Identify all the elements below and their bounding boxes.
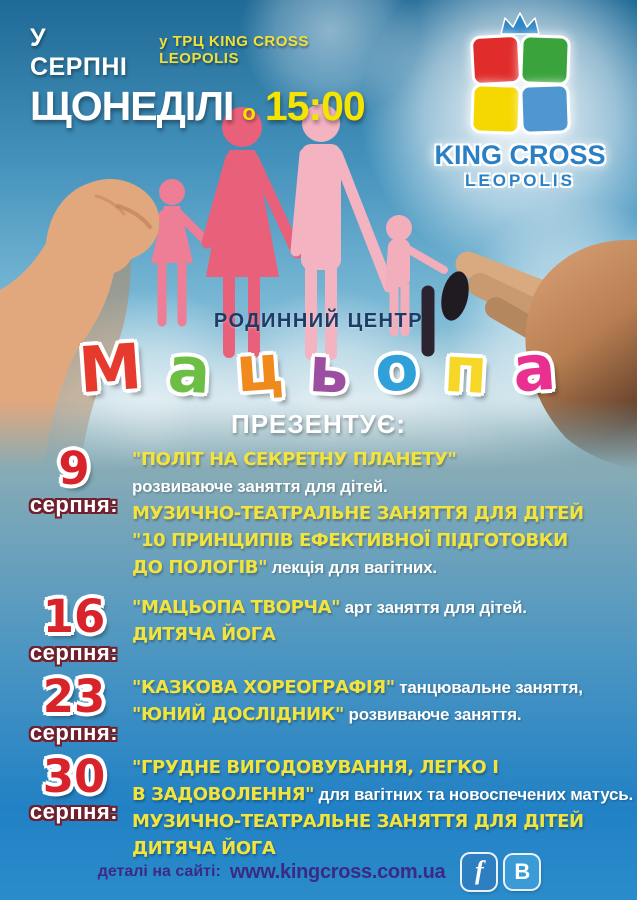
vk-icon[interactable]: B xyxy=(505,855,539,889)
event-title: ДИТЯЧА ЙОГА xyxy=(132,837,276,859)
day-number: 16 xyxy=(42,590,106,643)
brand-city: LEOPOLIS xyxy=(465,171,575,190)
footer-label: деталі на сайті: xyxy=(97,863,221,880)
logo-square-red xyxy=(473,37,519,83)
event-desc: арт заняття для дітей. xyxy=(340,598,527,617)
logo-squares-icon xyxy=(474,38,566,130)
event-title: "КАЗКОВА ХОРЕОГРАФІЯ" xyxy=(132,676,395,698)
events-schedule xyxy=(18,442,634,875)
event-details xyxy=(130,754,633,863)
logo-letter: ц xyxy=(233,330,288,407)
event-title: "10 ПРИНЦИПІВ ЕФЕКТИВНОЇ ПІДГОТОВКИ xyxy=(132,530,568,551)
website-link[interactable]: www.kingcross.com.ua xyxy=(229,860,446,883)
event-title: В ЗАДОВОЛЕННЯ" xyxy=(132,783,315,805)
center-titles xyxy=(0,310,637,440)
presents-label: ПРЕЗЕНТУЄ: xyxy=(231,409,406,439)
event-details xyxy=(130,594,629,666)
event-title: МУЗИЧНО-ТЕАТРАЛЬНЕ ЗАНЯТТЯ ДЛЯ ДІТЕЙ xyxy=(132,810,584,832)
day-number: 9 xyxy=(58,442,90,495)
logo-square-green xyxy=(522,37,567,82)
logo-letter: п xyxy=(441,332,492,409)
logo-letter: а xyxy=(165,332,215,409)
event-date xyxy=(18,442,130,582)
month-label: серпня: xyxy=(29,491,119,517)
brand-name: KING CROSS xyxy=(434,140,606,170)
event-details xyxy=(130,674,629,746)
crown-icon xyxy=(498,12,542,36)
at-text: о xyxy=(242,100,256,125)
event-aug-23 xyxy=(18,669,629,746)
event-title: "ПОЛІТ НА СЕКРЕТНУ ПЛАНЕТУ" xyxy=(132,449,457,470)
event-desc: розвиваюче заняття. xyxy=(344,704,522,724)
event-title: "МАЦЬОПА ТВОРЧА" xyxy=(132,597,341,618)
month-text: У СЕРПНІ xyxy=(30,24,128,81)
month-label: серпня: xyxy=(29,639,119,665)
event-title: МУЗИЧНО-ТЕАТРАЛЬНЕ ЗАНЯТТЯ ДЛЯ ДІТЕЙ xyxy=(132,503,584,524)
event-desc: розвиваюче заняття для дітей. xyxy=(132,477,388,496)
event-title: "ЮНИЙ ДОСЛІДНИК" xyxy=(132,703,345,725)
event-date xyxy=(18,749,130,863)
facebook-icon[interactable]: f xyxy=(462,854,496,890)
event-aug-16 xyxy=(18,590,629,666)
event-aug-30 xyxy=(18,749,634,863)
matsopa-logo xyxy=(0,329,637,409)
weekly-text: ЩОНЕДІЛІ xyxy=(30,83,234,129)
footer xyxy=(0,854,637,890)
logo-square-yellow xyxy=(473,86,518,131)
event-desc: лекція для вагітних. xyxy=(267,558,437,577)
event-desc: танцювальне заняття, xyxy=(394,677,583,697)
logo-letter: а xyxy=(510,330,561,407)
event-date xyxy=(18,669,130,746)
time-text: 15:00 xyxy=(264,83,365,129)
event-date xyxy=(18,590,130,666)
event-title: ДИТЯЧА ЙОГА xyxy=(132,624,276,645)
event-desc: для вагітних та новоспечених матусь. xyxy=(314,784,634,804)
event-details xyxy=(130,446,629,582)
venue-text: у ТРЦ KING CROSS LEOPOLIS xyxy=(159,33,309,67)
family-center-subtitle: РОДИННИЙ ЦЕНТР xyxy=(213,310,424,332)
event-aug-9 xyxy=(18,442,629,582)
event-title: ДО ПОЛОГІВ" xyxy=(132,557,268,578)
logo-letter: М xyxy=(76,329,147,408)
logo-letter: ь xyxy=(306,332,353,409)
month-label: серпня: xyxy=(29,799,119,825)
event-title: "ГРУДНЕ ВИГОДОВУВАННЯ, ЛЕГКО І xyxy=(132,756,499,778)
schedule-header xyxy=(30,24,390,130)
month-label: серпня: xyxy=(29,719,119,745)
day-number: 23 xyxy=(42,669,106,723)
day-number: 30 xyxy=(42,749,106,803)
logo-letter: о xyxy=(372,330,423,407)
logo-square-blue xyxy=(522,86,567,131)
king-cross-logo xyxy=(425,12,615,191)
